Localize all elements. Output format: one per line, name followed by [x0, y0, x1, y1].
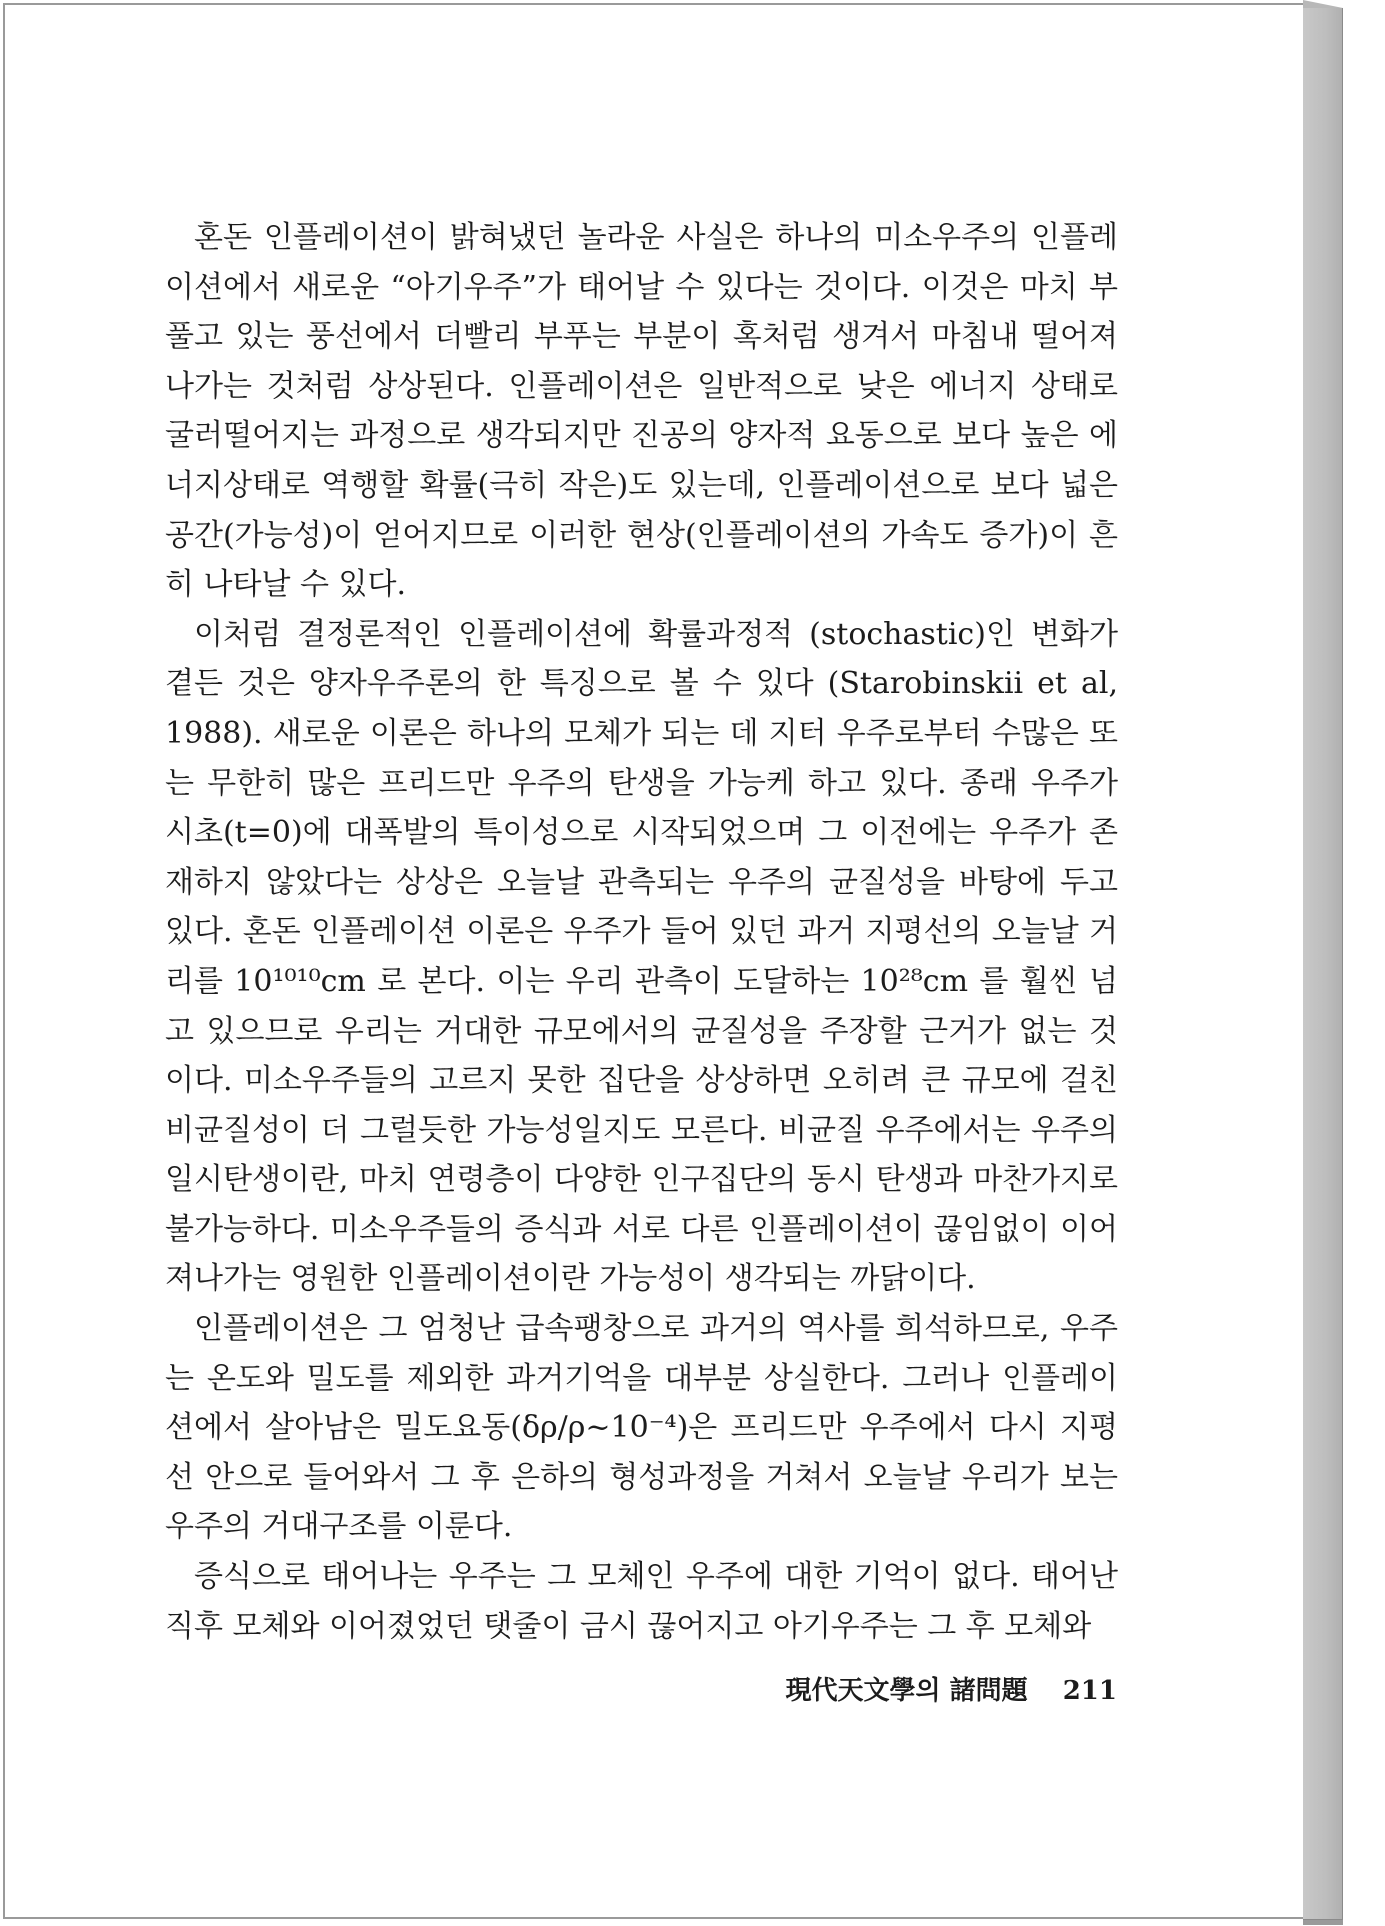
page-stack-edge — [1303, 8, 1343, 1920]
paragraph-chaotic-inflation: 혼돈 인플레이션이 밝혀냈던 놀라운 사실은 하나의 미소우주의 인플레이션에서 새로운 “아기우주”가 태어날 수 있다는 것이다. 이것은 마치 부풀고 있는 풍선에서 더빨리 부푸는 부분이 혹처럼 생겨서 마침내 떨어져 나가는 것처럼 상상된다. 인플레이션은 일반적으로 낮은 에너지 상태로 굴러떨어지는 과정으로 생각되지만 진공의 양자적 요동으로 보다 높은 에너지상태로 역행할 확률(극히 작은)도 있는데, 인플레이션으로 보다 넓은 공간(가능성)이 얻어지므로 이러한 현상(인플레이션의 가속도 증가)이 흔히 나타날 수 있다. — [165, 220, 1118, 603]
paragraph-stochastic-inflation: 이처럼 결정론적인 인플레이션에 확률과정적 (stochastic)인 변화가 곁든 것은 양자우주론의 한 특징으로 볼 수 있다 (Starobinskii et al, 1988). 새로운 이론은 하나의 모체가 되는 데 지터 우주로부터 수많은 또는 무한히 많은 프리드만 우주의 탄생을 가능케 하고 있다. 종래 우주가 시초(t=0)에 대폭발의 특이성으로 시작되었으며 그 이전에는 우주가 존재하지 않았다는 상상은 오늘날 관측되는 우주의 균질성을 바탕에 두고 있다. 혼돈 인플레이션 이론은 우주가 들어 있던 과거 지평선의 오늘날 거리를 10¹⁰¹⁰cm 로 본다. 이는 우리 관측이 도달하는 10²⁸cm 를 훨씬 넘고 있으므로 우리는 거대한 규모에서의 균질성을 주장할 근거가 없는 것이다. 미소우주들의 고르지 못한 집단을 상상하면 오히려 큰 규모에 걸친 비균질성이 더 그럴듯한 가능성일지도 모른다. 비균질 우주에서는 우주의 일시탄생이란, 마치 연령층이 다양한 인구집단의 동시 탄생과 마찬가지로 불가능하다. 미소우주들의 증식과 서로 다른 인플레이션이 끊임없이 이어져나가는 영원한 인플레이션이란 가능성이 생각되는 까닭이다. — [165, 616, 1118, 1297]
page-stack-edge-top — [1303, 0, 1343, 8]
running-title: 現代天文學의 諸問題 — [785, 1676, 1028, 1706]
page-footer — [785, 1670, 1117, 1707]
body-text — [165, 213, 1118, 1651]
page-stack-edge-bottom — [1303, 1920, 1343, 1925]
book-page — [3, 3, 1305, 1919]
paragraph-density-fluctuation: 인플레이션은 그 엄청난 급속팽창으로 과거의 역사를 희석하므로, 우주는 온도와 밀도를 제외한 과거기억을 대부분 상실한다. 그러나 인플레이션에서 살아남은 밀도요동(δρ/ρ~10⁻⁴)은 프리드만 우주에서 다시 지평선 안으로 들어와서 그 후 은하의 형성과정을 거쳐서 오늘날 우리가 보는 우주의 거대구조를 이룬다. — [165, 1311, 1118, 1545]
page-number: 211 — [1062, 1676, 1117, 1706]
paragraph-baby-universe: 증식으로 태어나는 우주는 그 모체인 우주에 대한 기억이 없다. 태어난 직후 모체와 이어졌었던 탯줄이 금시 끊어지고 아기우주는 그 후 모체와 — [165, 1559, 1118, 1644]
